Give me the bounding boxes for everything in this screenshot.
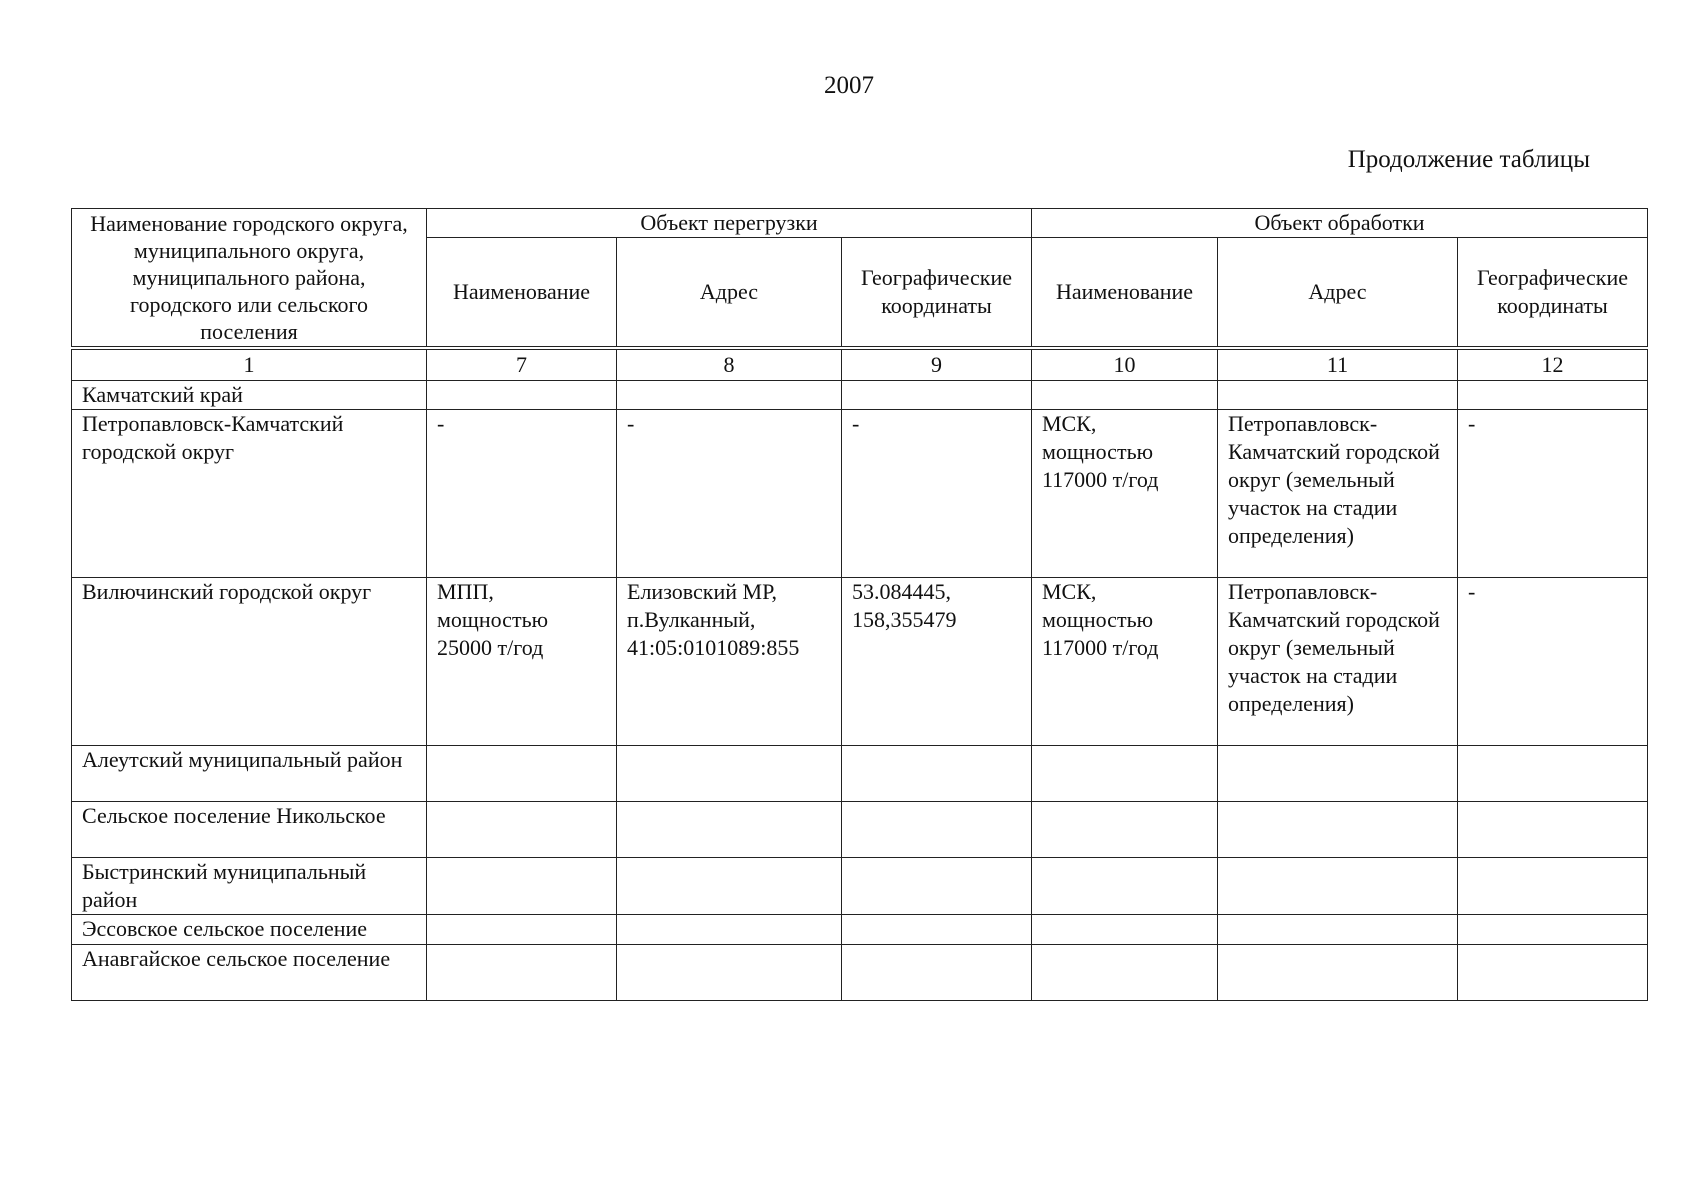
table-cell [617,944,842,1000]
column-number-row [72,348,1648,381]
table-cell [617,745,842,801]
table-cell: Петропавловск-Камчатский городской округ [72,409,427,577]
table-cell [427,801,617,857]
header-transfer-name: Наименование [427,238,617,348]
table-cell: МПП, мощностью 25000 т/год [427,577,617,745]
table-cell [1218,857,1458,914]
table-cell [1458,944,1648,1000]
header-transfer-coords: Географические координаты [842,238,1032,348]
header-processing-coords: Географические координаты [1458,238,1648,348]
table-cell [1032,380,1218,409]
continuation-label: Продолжение таблицы [1347,146,1590,173]
table-cell: - [842,409,1032,577]
table-cell [617,380,842,409]
table-cell: 53.084445, 158,355479 [842,577,1032,745]
table-cell: Петропавловск-Камчатский городской округ (земельный участок на стадии определения) [1218,577,1458,745]
column-number: 9 [842,348,1032,381]
column-number: 10 [1032,348,1218,381]
table-cell: Вилючинский городской округ [72,577,427,745]
table-cell [1032,914,1218,944]
table-cell: Быстринский муниципальный район [72,857,427,914]
table-cell [1458,914,1648,944]
header-name-column: Наименование городского округа, муниципального округа, муниципального района, городского или сельского поселения [72,209,427,348]
waste-objects-table [71,208,1648,1001]
table-cell: МСК, мощностью 117000 т/год [1032,409,1218,577]
table-cell [427,857,617,914]
column-number: 1 [72,348,427,381]
table-row [72,914,1648,944]
table-cell [617,801,842,857]
table-cell [842,914,1032,944]
table-cell [842,857,1032,914]
table-cell [1458,380,1648,409]
header-row-groups [72,209,1648,238]
column-number: 11 [1218,348,1458,381]
table-cell [1032,857,1218,914]
table-cell [617,914,842,944]
table-cell [842,801,1032,857]
table-cell: Петропавловск-Камчатский городской округ (земельный участок на стадии определения) [1218,409,1458,577]
header-group-processing: Объект обработки [1032,209,1648,238]
table-cell [1032,801,1218,857]
table-cell [1032,745,1218,801]
table-cell: - [1458,409,1648,577]
column-number: 7 [427,348,617,381]
table-cell [1218,745,1458,801]
table-cell: Сельское поселение Никольское [72,801,427,857]
table-row [72,745,1648,801]
table-row [72,409,1648,577]
table-cell [617,857,842,914]
table-row [72,857,1648,914]
table-cell [1458,745,1648,801]
table-cell [1218,380,1458,409]
table-row [72,944,1648,1000]
table-cell: МСК, мощностью 117000 т/год [1032,577,1218,745]
table-cell: - [1458,577,1648,745]
table-cell [842,944,1032,1000]
table-cell: Камчатский край [72,380,427,409]
header-processing-address: Адрес [1218,238,1458,348]
table-cell [842,380,1032,409]
table-cell [1218,914,1458,944]
table-cell: - [427,409,617,577]
column-number: 12 [1458,348,1648,381]
table-cell [427,944,617,1000]
column-number: 8 [617,348,842,381]
page-number: 2007 [824,72,874,99]
table-cell [427,380,617,409]
table-cell [1032,944,1218,1000]
table-cell: Алеутский муниципальный район [72,745,427,801]
header-group-transfer: Объект перегрузки [427,209,1032,238]
table-cell: - [617,409,842,577]
table-cell [427,745,617,801]
table-row [72,577,1648,745]
table-cell: Анавгайское сельское поселение [72,944,427,1000]
table-cell [1218,944,1458,1000]
header-processing-name: Наименование [1032,238,1218,348]
table-cell [1218,801,1458,857]
table-cell [1458,801,1648,857]
table-row [72,801,1648,857]
table-cell [842,745,1032,801]
table-cell [1458,857,1648,914]
table-cell [427,914,617,944]
table-cell: Елизовский МР, п.Вулканный, 41:05:0101089:855 [617,577,842,745]
table-cell: Эссовское сельское поселение [72,914,427,944]
header-transfer-address: Адрес [617,238,842,348]
table-row [72,380,1648,409]
